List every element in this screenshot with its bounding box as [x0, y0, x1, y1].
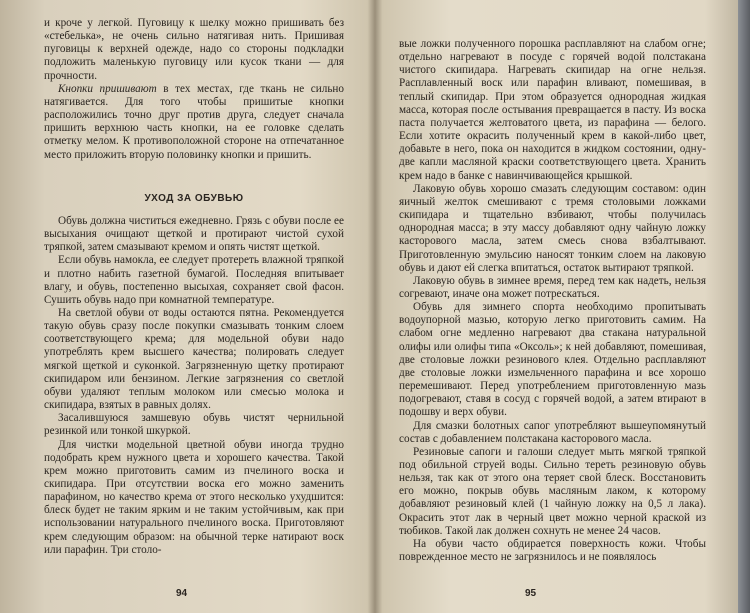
page-number: 94: [176, 588, 188, 599]
paragraph: и кроче у легкой. Пуговицу к шелку можно пришивать без «стебелька», не очень сильно натягивая нить. Пришивая пуговицы к верхней одежде, надо со стороны подкладки подложить маленькую пуговицу или кусок ткани — для прочности.: [44, 17, 344, 82]
paragraph: Обувь должна чиститься ежедневно. Грязь с обуви после ее высыхания очищают щеткой и протирают чистой сухой тряпкой, затем смазывают кремом и опять чистят щеткой.: [44, 214, 344, 254]
paragraph: вые ложки полученного порошка расплавляют на слабом огне; отдельно нагревают в посуде с горячей водой полстакана чистого скипидара. Нагревать скипидар на огне нельзя. Расплавленный воск или парафин вливают, помешивая, в теплый скипидар. При этом образуется однородная жидкая масса, которая после остывания превращается в пасту. Из воска паста получается желтоватого цвета, из парафина — белого. Если хотите окрасить полученный крем в какой-либо цвет, добавьте в него, пока он находится в жидком состоянии, одну-две капли масляной краски соответствующего цвета. Хранить крем надо в банке с навинчивающейся крышкой.: [399, 38, 706, 182]
paragraph: Для смазки болотных сапог употребляют вышеупомянутый состав с добавлением полстакана касторового масла.: [399, 419, 706, 445]
left-page: [0, 0, 372, 613]
paragraph: [44, 83, 344, 162]
paragraph: Засалившуюся замшевую обувь чистят чернильной резинкой или тонкой шкуркой.: [44, 412, 344, 438]
page-number: 95: [525, 588, 537, 599]
paragraph-body: в тех местах, где ткань не сильно натягивается. Для того чтобы пришитые кнопки расположились точно друг против друга, следует сначала пришить верхнюю часть кнопки, на ее головке сделать отметку мелом. К противоположной стороне на отпечатанное место приложить вторую половинку кнопки и пришить.: [44, 82, 345, 161]
italic-lead: Кнопки пришивают: [58, 82, 157, 95]
paragraph: На светлой обуви от воды остаются пятна. Рекомендуется такую обувь сразу после покупки смазывать тонким слоем соответствующего крема; для модельной обуви надо употреблять крем высшего качества; полировать следует мягкой щеткой и суконкой. Загрязненную щетку протирают скипидаром или бензином. Легкие загрязнения со светлой обуви удаляют теплым молоком или смесью молока и скипидара, взятых в равных долях.: [44, 306, 344, 412]
paragraph: Обувь для зимнего спорта необходимо пропитывать водоупорной мазью, которую легко приготовить самим. На слабом огне медленно нагревают два стакана натуральной олифы или олифы типа «Оксоль»; к ней добавляют, помешивая, две столовые ложки резинового клея. Отдельно расплавляют две столовые ложки измельченного парафина и все хорошо перемешивают. Перед употреблением приготовленную мазь подогревают, ставя в сосуд с горячей водой, а затем втирают в подошву и верх обуви.: [399, 301, 706, 419]
paragraph: Если обувь намокла, ее следует протереть влажной тряпкой и плотно набить газетной бумагой. Последняя впитывает влагу, и обувь, постепенно высыхая, сохраняет свой фасон. Сушить обувь надо при комнатной температуре.: [44, 254, 344, 306]
paragraph: Резиновые сапоги и галоши следует мыть мягкой тряпкой под обильной струей воды. Сильно тереть резиновую обувь нельзя, так как от этого она теряет свой блеск. Восстановить его можно, покрыв обувь масляным лаком, к которому добавляют резиновый клей (1 чайную ложку на 0,5 л лака). Окрасить этот лак в черный цвет можно черной краской из тюбиков. Такой лак должен сохнуть не менее 24 часов.: [399, 445, 706, 537]
background-edge: [738, 0, 750, 613]
right-page: [375, 0, 738, 613]
paragraph: Лаковую обувь в зимнее время, перед тем как надеть, нельзя согревают, иначе она может потрескаться.: [399, 274, 706, 300]
left-page-text: [44, 17, 344, 557]
right-page-text: [399, 38, 706, 564]
paragraph: Лаковую обувь хорошо смазать следующим составом: один яичный желток смешивают с тремя столовыми ложками скипидара и тщательно взбивают, чтобы получилась однородная масса; в эту массу добавляют одну чайную ложку касторового масла, затем смесь снова взбалтывают. Приготовленную эмульсию наносят тонким слоем на лаковую обувь и дают ей слегка впитаться, остаток вытирают тряпкой.: [399, 182, 706, 274]
section-heading: УХОД ЗА ОБУВЬЮ: [144, 192, 244, 204]
paragraph: Для чистки модельной цветной обуви иногда трудно подобрать крем нужного цвета и хорошего качества. Такой крем можно приготовить самим из пчелиного воска и скипидара. При отсутствии воска его можно заменить парафином, но качество крема от этого несколько ухудшится: блеск будет не таким ярким и не таким устойчивым, как при использовании натурального пчелиного воска. Приготовляют крем следующим образом: на обычной терке натирают воск или парафин. Три столо-: [44, 438, 344, 556]
paragraph: На обуви часто обдирается поверхность кожи. Чтобы поврежденное место не загрязнилось и не появлялось: [399, 537, 706, 564]
